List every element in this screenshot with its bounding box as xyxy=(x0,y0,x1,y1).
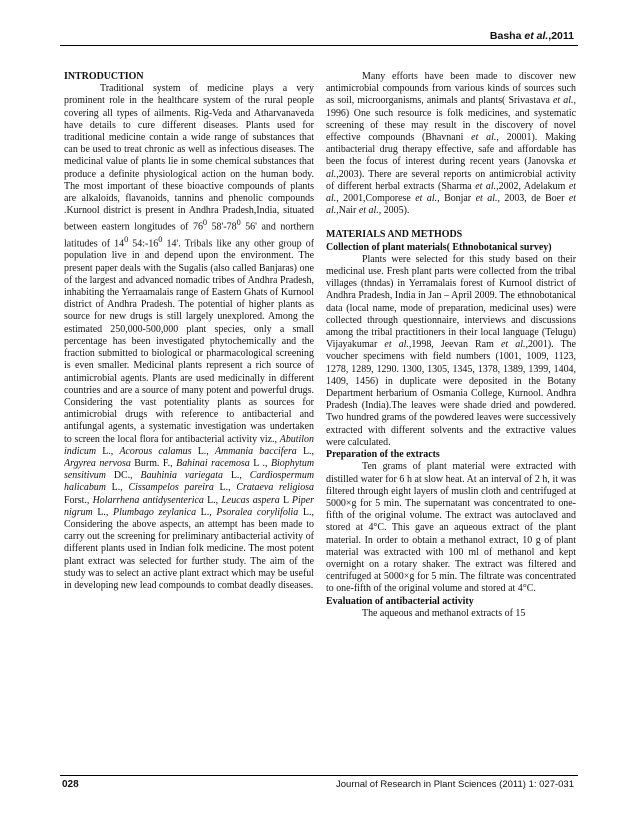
text-run: 2005). xyxy=(381,205,410,217)
evaluation-subheading: Evaluation of antibacterial activity xyxy=(326,595,474,607)
text-run: L., xyxy=(213,482,237,494)
citation-etal: et al., xyxy=(471,132,499,144)
running-header-author xyxy=(490,30,574,42)
species-name: Argyrea nervosa xyxy=(64,457,131,469)
header-rule xyxy=(60,45,578,46)
text-run: L., Considering the above aspects, an attempt has been made to carry out the screening for preliminary antibacterial activity of different plants used in Indian folk medicine. The most potent plant extract was selected for further study. The aim of the study was to select an active plant extract which may be useful in developing new lead compounds to combat deadly diseases. xyxy=(64,506,314,591)
species-name: Ammania baccifera xyxy=(214,445,297,457)
species-name: Crataeva religiosa xyxy=(236,482,314,494)
text-run: 58'-78 xyxy=(207,221,237,233)
text-run: Plants were selected for this study based on their medicinal use. Fresh plant parts were collected from the tribal villages (thndas) in Yerramalais forest of Kurnool district of Andhra Pradesh, India in Jan – April 2009. The ethnobotanical data (local name, mode of preparation, medicinal uses) were collected through questionnaire, interviews and discussions among the tribal practitioners in their local language (Telugu) Vijayakumar xyxy=(326,253,576,351)
species-name: Piper nigrum xyxy=(64,494,314,518)
header-year: ,2011 xyxy=(548,30,574,42)
text-run: 20001). Making antibacterial drug therapy effective, safe and affordable has been the focus of interest during recent years (Janovska xyxy=(326,132,576,168)
text-run: L., xyxy=(105,482,129,494)
citation-etal: et al., xyxy=(553,95,576,107)
citation-etal: et al., xyxy=(475,193,500,205)
text-run: 2001). The voucher specimens with field numbers (1001, 1009, 1123, 1278, 1289, 1290. 1300, 1305, 1345, 1378, 1389, 1399, 1404, 1409, 1456) in duplicate were deposited in the Botany Department herbarium of Osmania College, Kurnool. Andhra Pradesh (India).The leaves were shade dried and powdered. Two hundred grams of the powdered leaves were successively extracted with different solvents and the extractive values were calculated. xyxy=(326,339,576,448)
species-name: Bauhinia variegata xyxy=(140,470,223,482)
text-run: Bonjar xyxy=(439,193,476,205)
species-name: Acorous calamus xyxy=(119,445,192,457)
text-run: L., xyxy=(222,470,250,482)
introduction-paragraph xyxy=(64,83,314,592)
journal-citation: Journal of Research in Plant Sciences (2011) 1: 027-031 xyxy=(336,779,574,790)
text-run: Forst., xyxy=(64,494,93,506)
text-run: L ., xyxy=(249,457,271,469)
preparation-paragraph: Ten grams of plant material were extracted with distilled water for 6 h at slow heat. At an interval of 2 h, it was filtered through eight layers of muslin cloth and centrifuged at 5000×g for 5 min. The supernatant was concentrated to one-fifth of the original volume. The extract was autoclaved and stored at 4°C. This gave an aqueous extract of the plant material. In order to obtain a methanol extract, 10 g of plant material was extracted with 100 ml of methanol and kept overnight on a rotary shaker. The extract was filtered and centrifuged at 5000×g for 5 min. The filtrate was concentrated to one-fifth of the original volume and stored at 4°C. xyxy=(326,461,576,595)
text-run: Burm. F., xyxy=(130,457,177,469)
text-run: 1996) One such resource is folk medicines, and systematic screening of these may result in the discovery of novel effective compounds (Bhavnani xyxy=(326,107,576,144)
superscript: 0 xyxy=(124,234,129,244)
text-run: L., xyxy=(92,506,114,518)
species-name: Abutilon indicum xyxy=(64,433,314,457)
text-run: L., xyxy=(296,445,314,457)
collection-subheading: Collection of plant materials( Ethnobotanical survey) xyxy=(326,241,552,253)
preparation-subheading: Preparation of the extracts xyxy=(326,449,440,461)
text-run: L., xyxy=(203,494,222,506)
citation-etal: et al., xyxy=(500,339,528,351)
text-run: 56' and northern latitudes of 14 xyxy=(64,221,314,250)
citation-etal: et al., xyxy=(326,193,576,217)
species-name: Holarrhena antidysenterica xyxy=(92,494,204,506)
header-author-name: Basha xyxy=(489,30,522,42)
text-run: L., xyxy=(96,445,120,457)
text-run: L., xyxy=(196,506,217,518)
collection-paragraph xyxy=(326,254,576,449)
text-run: 2003, de Boer xyxy=(499,193,569,205)
species-name: Biophytum sensitivum xyxy=(64,457,314,482)
species-name: Plumbago zeylanica xyxy=(113,506,197,518)
text-run: Traditional system of medicine plays a very prominent role in the healthcare system of the rural people covering all types of ailments. Rig-Veda and Atharvanaveda have details to cure different diseases. Plants used for traditional medicine contain a wide range of substances that can be used to treat chronic as well as infectious diseases. The medicinal value of plants lie in some chemical substances that produce a definite physiological action on the human body. The most important of these bioactive compounds of plants are alkaloids, flavanoids, tannins and phenolic compounds .Kurnool district is present in Andhra Pradesh,India, situated between eastern longitudes of 76 xyxy=(64,83,314,233)
superscript: 0 xyxy=(202,218,208,228)
page-number: 028 xyxy=(62,779,79,790)
citation-etal: et al., xyxy=(384,339,412,351)
citation-etal: et al., xyxy=(326,180,576,205)
superscript: 0 xyxy=(236,218,241,228)
text-run: L., xyxy=(191,445,215,457)
evaluation-paragraph: The aqueous and methanol extracts of 15 xyxy=(362,607,526,619)
species-name: Cardiospermum halicabum xyxy=(64,470,314,494)
text-run: Nair xyxy=(338,205,359,217)
materials-methods-heading: MATERIALS AND METHODS xyxy=(326,229,463,241)
citation-etal: et al., xyxy=(415,193,440,205)
text-run: 2003). There are several reports on antimicrobial activity of different herbal extracts (Sharma xyxy=(326,168,576,192)
text-run: DC., xyxy=(105,470,141,482)
species-name: Leucas aspera xyxy=(221,494,280,506)
header-etal: et al. xyxy=(521,30,549,42)
text-run: 14'. Tribals like any other group of population live in and depend upon the environment. The present paper deals with the Sugalis (also called Banjaras) one of the largest and advanced nomadic tribes of Andhra Pradesh, inhabiting the Yerraamalais range of Eastern Ghats of Kurnool district of Andhra Pradesh. The potential of higher plants as source for new drugs is still largely unexplored. Among the estimated 250,000-500,000 plant species, only a small percentage has been investigated phytochemically and the fraction submitted to biological or pharmacological screening is even smaller. Medicinal plants represent a rich source of antimicrobial agents. Plants are used medicinally in different countries and are a source of many potent and powerful drugs. Considering the vast potentiality plants as sources for antimicrobial drugs with reference to antibacterial and antifungal agents, a systematic investigation was undertaken to screen the local flora for antibacterial activity viz., xyxy=(64,238,314,445)
left-column xyxy=(64,71,314,775)
footer-rule xyxy=(60,775,578,776)
citation-etal: et al., xyxy=(326,156,576,180)
citation-etal: et al., xyxy=(358,205,382,217)
right-column xyxy=(326,71,576,775)
background-paragraph xyxy=(326,71,576,217)
text-run: L xyxy=(279,494,292,506)
text-run: 2001,Comporese xyxy=(338,193,416,205)
text-run: 1998, Jeevan Ram xyxy=(411,339,501,351)
text-run: Many efforts have been made to discover new antimicrobial compounds from various kinds of sources such as soil, microorganisms, animals and plants( Srivastava xyxy=(326,71,576,107)
section-gap xyxy=(326,217,576,229)
species-name: Bahinai racemosa xyxy=(176,457,250,469)
text-run: 54:-16 xyxy=(128,238,159,250)
superscript: 0 xyxy=(158,234,163,244)
citation-etal: et al., xyxy=(475,180,499,192)
species-name: Cissampelos pareira xyxy=(128,482,214,494)
species-name: Psoralea corylifolia xyxy=(216,506,299,518)
introduction-heading: INTRODUCTION xyxy=(64,71,144,82)
text-run: 2002, Adelakum xyxy=(498,180,569,192)
